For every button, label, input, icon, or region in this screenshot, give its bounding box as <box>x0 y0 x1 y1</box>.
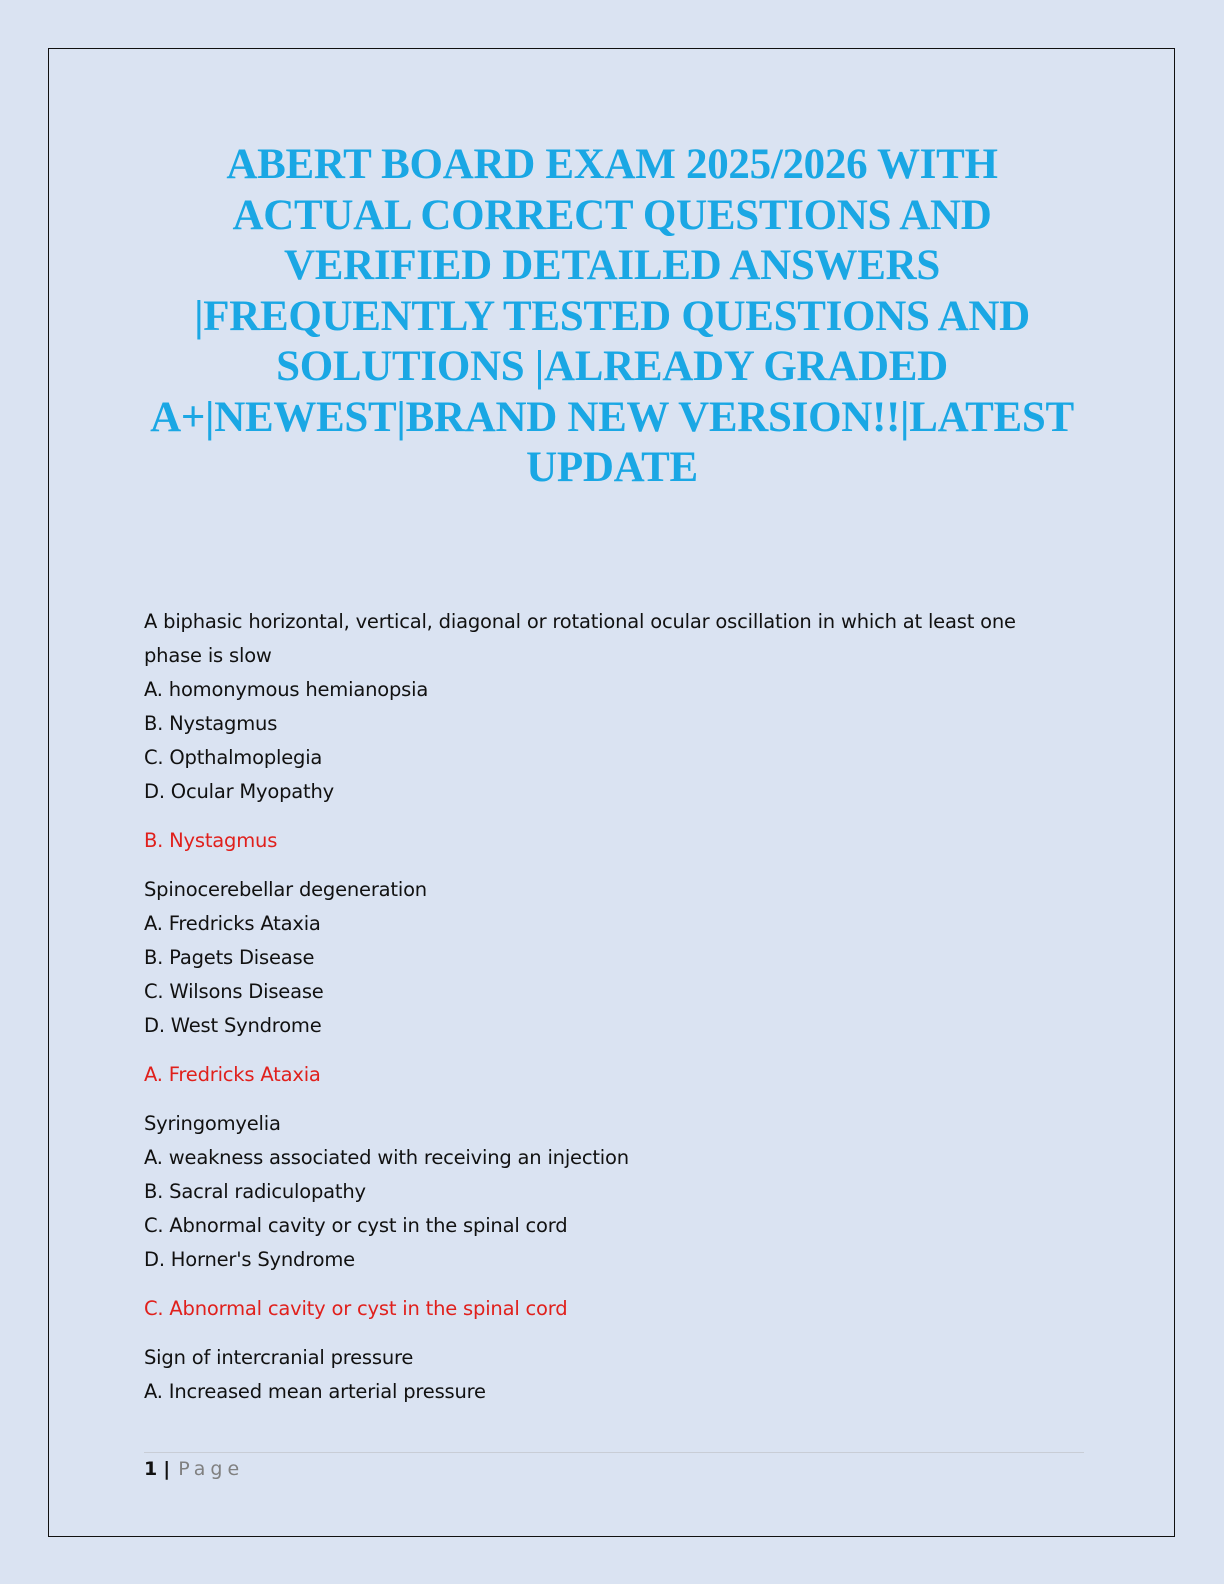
answer-option: C. Abnormal cavity or cyst in the spinal cord <box>144 1214 568 1237</box>
answer-option: C. Opthalmoplegia <box>144 746 323 769</box>
page-number: 1 <box>144 1458 158 1480</box>
answer-option: A. weakness associated with receiving an injection <box>144 1146 629 1169</box>
answer-option: A. Fredricks Ataxia <box>144 912 321 935</box>
answer-option: C. Wilsons Disease <box>144 980 324 1003</box>
title-line: A+|NEWEST|BRAND NEW VERSION!!|LATEST <box>150 393 1074 441</box>
title-line: ABERT BOARD EXAM 2025/2026 WITH <box>226 141 998 188</box>
answer-option: A. homonymous hemianopsia <box>144 678 429 701</box>
answer-option: B. Sacral radiculopathy <box>144 1180 366 1203</box>
question-stem: Sign of intercranial pressure <box>144 1346 414 1369</box>
question-1 <box>144 605 1084 858</box>
answer-option: B. Nystagmus <box>144 712 278 735</box>
question-4 <box>144 1341 1084 1409</box>
answer-option: D. Ocular Myopathy <box>144 780 334 803</box>
answer-option: A. Increased mean arterial pressure <box>144 1380 486 1403</box>
answer-option: B. Pagets Disease <box>144 946 315 969</box>
document-title <box>100 140 1124 494</box>
title-line: VERIFIED DETAILED ANSWERS <box>284 242 940 289</box>
title-line: ACTUAL CORRECT QUESTIONS AND <box>232 191 992 239</box>
question-3 <box>144 1107 1084 1326</box>
question-2 <box>144 873 1084 1092</box>
correct-answer: A. Fredricks Ataxia <box>144 1063 321 1086</box>
correct-answer: B. Nystagmus <box>144 829 278 852</box>
footer-separator: | <box>163 1458 171 1480</box>
question-stem: phase is slow <box>144 644 272 667</box>
title-line: |FREQUENTLY TESTED QUESTIONS AND <box>194 292 1030 340</box>
footer-divider <box>144 1452 1084 1453</box>
question-stem: Syringomyelia <box>144 1112 281 1135</box>
title-line: UPDATE <box>526 444 698 491</box>
question-stem: A biphasic horizontal, vertical, diagonal or rotational ocular oscillation in which at least one <box>144 610 1016 633</box>
question-stem: Spinocerebellar degeneration <box>144 878 427 901</box>
answer-option: D. West Syndrome <box>144 1014 322 1037</box>
page-label: Page <box>178 1458 245 1480</box>
question-list <box>144 605 1084 1409</box>
correct-answer: C. Abnormal cavity or cyst in the spinal cord <box>144 1297 568 1320</box>
title-line: SOLUTIONS |ALREADY GRADED <box>276 343 948 390</box>
answer-option: D. Horner's Syndrome <box>144 1248 355 1271</box>
page-footer <box>144 1456 244 1482</box>
